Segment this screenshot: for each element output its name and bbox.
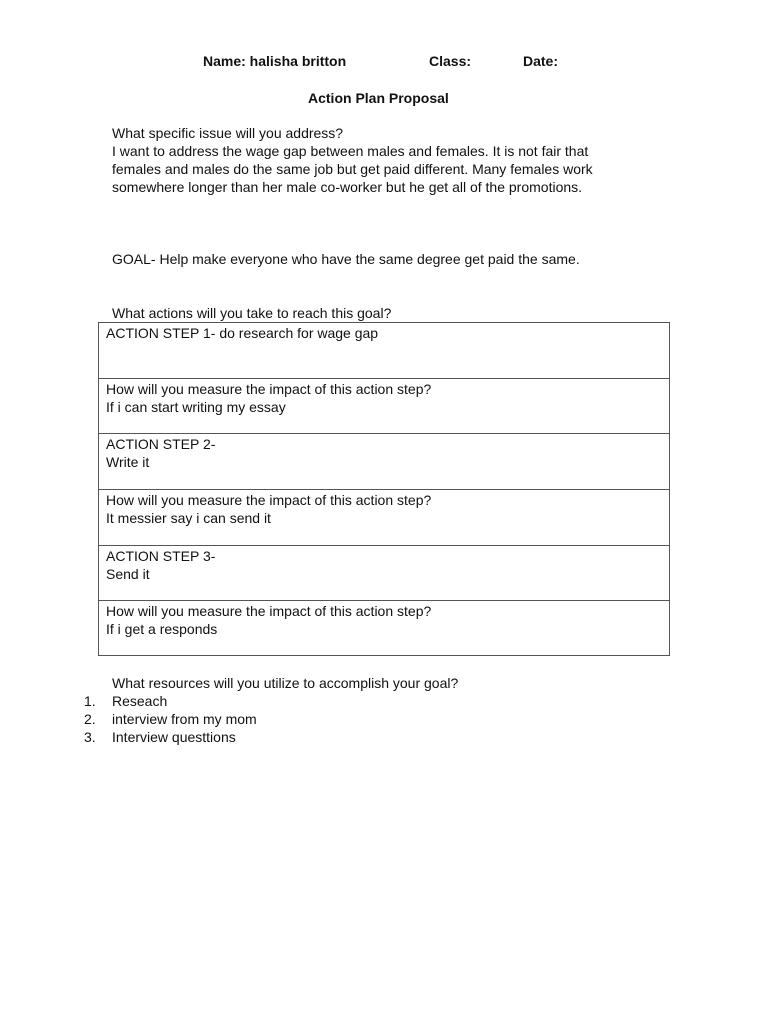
table-cell-line: Write it: [106, 454, 150, 470]
list-item-number: 3.: [84, 729, 96, 745]
table-cell-line: ACTION STEP 3-: [106, 548, 216, 564]
table-cell-line: If i get a responds: [106, 621, 218, 637]
table-row: [99, 433, 669, 488]
goal-statement: GOAL- Help make everyone who have the same degree get paid the same.: [112, 251, 580, 267]
name-label: Name: halisha britton: [203, 53, 347, 69]
date-label: Date:: [523, 53, 559, 69]
document-title: Action Plan Proposal: [308, 90, 449, 106]
resources-question: What resources will you utilize to accomplish your goal?: [112, 675, 459, 691]
list-item: [84, 728, 257, 746]
table-cell-line: If i can start writing my essay: [106, 399, 286, 415]
list-item-text: Interview questtions: [112, 729, 236, 745]
action-steps-table: [98, 322, 670, 656]
list-item-number: 1.: [84, 693, 96, 709]
table-cell-line: ACTION STEP 2-: [106, 436, 216, 452]
table-cell-line: ACTION STEP 1- do research for wage gap: [106, 325, 379, 341]
table-cell-line: It messier say i can send it: [106, 510, 271, 526]
table-row: [99, 378, 669, 433]
table-row: [99, 489, 669, 544]
class-label: Class:: [429, 53, 472, 69]
table-cell-line: Send it: [106, 566, 150, 582]
issue-answer-line: I want to address the wage gap between males and females. It is not fair that: [112, 143, 589, 159]
list-item-number: 2.: [84, 711, 96, 727]
list-item-text: Reseach: [112, 693, 168, 709]
issue-answer-line: females and males do the same job but get paid different. Many females work: [112, 161, 593, 177]
list-item: [84, 710, 257, 728]
table-row: [99, 600, 669, 655]
list-item: [84, 692, 257, 710]
table-cell-line: How will you measure the impact of this action step?: [106, 603, 432, 619]
actions-question: What actions will you take to reach this goal?: [112, 305, 392, 321]
issue-question: What specific issue will you address?: [112, 125, 344, 141]
issue-answer-line: somewhere longer than her male co-worker but he get all of the promotions.: [112, 179, 583, 195]
table-row: [99, 323, 669, 378]
table-cell-line: How will you measure the impact of this action step?: [106, 492, 432, 508]
table-row: [99, 545, 669, 600]
issue-answer: [112, 142, 652, 196]
table-cell-line: How will you measure the impact of this action step?: [106, 381, 432, 397]
resources-list: [84, 692, 257, 746]
list-item-text: interview from my mom: [112, 711, 257, 727]
